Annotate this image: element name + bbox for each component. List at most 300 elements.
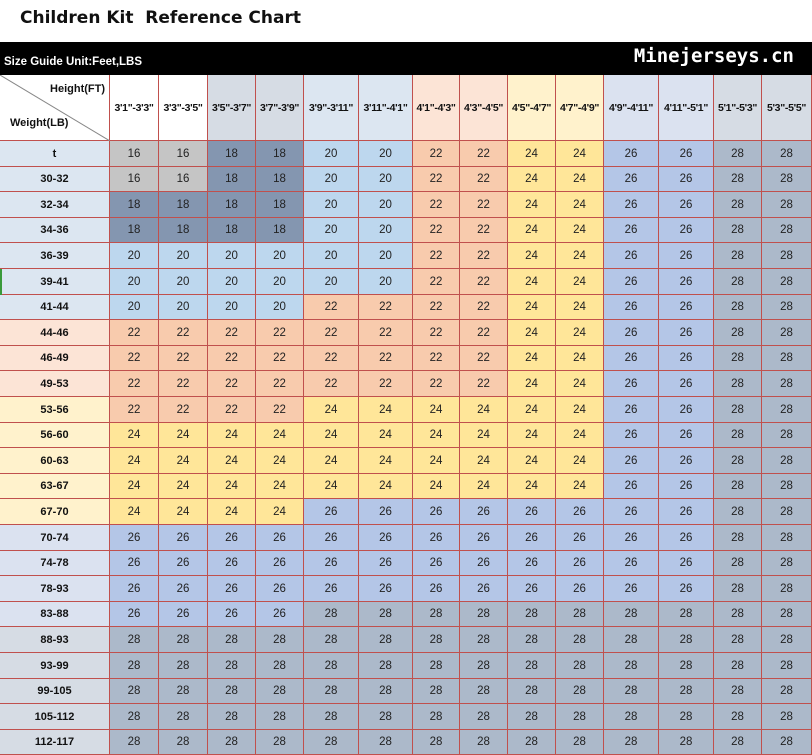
size-cell: 24 xyxy=(508,269,556,295)
size-cell: 20 xyxy=(110,269,159,295)
height-column-header: 4'3"-4'5" xyxy=(460,75,508,141)
size-cell: 24 xyxy=(256,499,304,525)
row-selection-marker xyxy=(0,269,2,295)
size-cell: 28 xyxy=(762,346,812,371)
size-cell: 20 xyxy=(359,269,413,295)
size-cell: 26 xyxy=(604,448,659,474)
size-cell: 22 xyxy=(159,397,208,423)
size-cell: 24 xyxy=(460,474,508,499)
size-cell: 28 xyxy=(256,679,304,704)
weight-row-label: 88-93 xyxy=(0,627,110,653)
size-cell: 22 xyxy=(110,397,159,423)
size-cell: 28 xyxy=(304,602,359,627)
size-cell: 28 xyxy=(604,704,659,730)
size-cell: 18 xyxy=(110,218,159,243)
size-cell: 28 xyxy=(714,397,762,423)
weight-row-label: 56-60 xyxy=(0,423,110,448)
size-cell: 22 xyxy=(159,371,208,397)
size-cell: 28 xyxy=(556,730,604,755)
size-cell: 26 xyxy=(604,243,659,269)
size-cell: 28 xyxy=(304,653,359,679)
size-cell: 26 xyxy=(159,602,208,627)
size-cell: 24 xyxy=(556,320,604,346)
size-cell: 24 xyxy=(208,499,256,525)
size-cell: 20 xyxy=(159,269,208,295)
size-cell: 28 xyxy=(714,704,762,730)
size-cell: 28 xyxy=(714,499,762,525)
size-cell: 22 xyxy=(304,346,359,371)
size-cell: 28 xyxy=(762,167,812,192)
size-cell: 28 xyxy=(714,269,762,295)
weight-row-label: 74-78 xyxy=(0,551,110,576)
size-cell: 26 xyxy=(659,397,714,423)
size-cell: 28 xyxy=(110,653,159,679)
size-cell: 28 xyxy=(508,730,556,755)
weight-row-label: 93-99 xyxy=(0,653,110,679)
size-cell: 26 xyxy=(208,602,256,627)
brand-logo-text: Minejerseys.cn xyxy=(633,45,794,67)
size-cell: 28 xyxy=(304,730,359,755)
size-cell: 24 xyxy=(208,474,256,499)
size-cell: 20 xyxy=(304,192,359,218)
size-cell: 22 xyxy=(460,167,508,192)
size-cell: 28 xyxy=(413,627,460,653)
height-column-header: 5'1"-5'3" xyxy=(714,75,762,141)
size-cell: 26 xyxy=(110,525,159,551)
size-cell: 28 xyxy=(762,243,812,269)
size-cell: 28 xyxy=(460,704,508,730)
size-cell: 28 xyxy=(110,704,159,730)
size-cell: 28 xyxy=(762,704,812,730)
size-cell: 20 xyxy=(359,141,413,167)
size-cell: 20 xyxy=(159,295,208,320)
size-cell: 28 xyxy=(256,653,304,679)
size-cell: 24 xyxy=(413,423,460,448)
size-cell: 22 xyxy=(256,397,304,423)
size-cell: 28 xyxy=(762,218,812,243)
size-cell: 26 xyxy=(413,499,460,525)
size-cell: 24 xyxy=(304,423,359,448)
size-cell: 26 xyxy=(556,499,604,525)
size-cell: 22 xyxy=(159,346,208,371)
size-cell: 24 xyxy=(159,423,208,448)
page-title: Children Kit Reference Chart xyxy=(20,8,301,28)
size-cell: 26 xyxy=(604,474,659,499)
size-cell: 26 xyxy=(256,551,304,576)
size-cell: 26 xyxy=(604,141,659,167)
size-cell: 18 xyxy=(159,192,208,218)
size-cell: 26 xyxy=(256,576,304,602)
size-cell: 24 xyxy=(556,448,604,474)
size-cell: 16 xyxy=(110,141,159,167)
height-column-header: 3'5"-3'7" xyxy=(208,75,256,141)
size-cell: 28 xyxy=(159,653,208,679)
weight-row-label: 44-46 xyxy=(0,320,110,346)
size-cell: 24 xyxy=(460,423,508,448)
size-cell: 28 xyxy=(714,192,762,218)
size-cell: 28 xyxy=(556,653,604,679)
size-cell: 26 xyxy=(208,525,256,551)
weight-row-label: 112-117 xyxy=(0,730,110,755)
size-cell: 20 xyxy=(359,243,413,269)
weight-row-label: 34-36 xyxy=(0,218,110,243)
size-cell: 24 xyxy=(508,448,556,474)
size-cell: 22 xyxy=(413,269,460,295)
size-cell: 28 xyxy=(762,525,812,551)
size-cell: 28 xyxy=(762,192,812,218)
size-cell: 28 xyxy=(659,653,714,679)
size-cell: 28 xyxy=(714,551,762,576)
size-cell: 18 xyxy=(208,218,256,243)
size-cell: 24 xyxy=(256,423,304,448)
size-cell: 26 xyxy=(659,218,714,243)
size-cell: 24 xyxy=(208,448,256,474)
size-cell: 22 xyxy=(413,141,460,167)
size-cell: 26 xyxy=(659,243,714,269)
size-cell: 24 xyxy=(508,320,556,346)
size-cell: 24 xyxy=(556,218,604,243)
size-cell: 28 xyxy=(762,295,812,320)
size-cell: 28 xyxy=(159,730,208,755)
size-cell: 26 xyxy=(659,141,714,167)
size-cell: 28 xyxy=(110,627,159,653)
size-cell: 28 xyxy=(762,576,812,602)
size-cell: 22 xyxy=(413,243,460,269)
size-cell: 28 xyxy=(714,474,762,499)
size-cell: 28 xyxy=(159,704,208,730)
size-cell: 28 xyxy=(714,730,762,755)
size-cell: 20 xyxy=(110,243,159,269)
size-cell: 28 xyxy=(714,346,762,371)
size-cell: 28 xyxy=(460,730,508,755)
size-cell: 24 xyxy=(159,448,208,474)
size-cell: 28 xyxy=(762,627,812,653)
size-cell: 26 xyxy=(604,576,659,602)
height-column-header: 3'9"-3'11" xyxy=(304,75,359,141)
height-column-header: 3'11"-4'1" xyxy=(359,75,413,141)
size-cell: 28 xyxy=(762,397,812,423)
size-cell: 28 xyxy=(359,653,413,679)
size-cell: 22 xyxy=(159,320,208,346)
size-cell: 28 xyxy=(159,627,208,653)
size-cell: 22 xyxy=(208,371,256,397)
size-cell: 28 xyxy=(659,704,714,730)
size-cell: 28 xyxy=(659,627,714,653)
size-cell: 20 xyxy=(159,243,208,269)
size-cell: 28 xyxy=(604,627,659,653)
size-cell: 28 xyxy=(762,653,812,679)
size-cell: 26 xyxy=(460,576,508,602)
size-cell: 26 xyxy=(659,499,714,525)
size-cell: 16 xyxy=(110,167,159,192)
weight-row-label: 39-41 xyxy=(0,269,110,295)
size-cell: 26 xyxy=(304,576,359,602)
size-cell: 26 xyxy=(659,448,714,474)
size-cell: 28 xyxy=(208,653,256,679)
size-cell: 28 xyxy=(304,627,359,653)
size-cell: 22 xyxy=(460,346,508,371)
size-cell: 22 xyxy=(359,371,413,397)
size-cell: 28 xyxy=(762,679,812,704)
size-cell: 28 xyxy=(714,141,762,167)
size-cell: 26 xyxy=(659,269,714,295)
size-cell: 22 xyxy=(460,218,508,243)
size-cell: 28 xyxy=(762,371,812,397)
size-cell: 24 xyxy=(508,397,556,423)
size-cell: 20 xyxy=(208,269,256,295)
weight-row-label: 41-44 xyxy=(0,295,110,320)
size-cell: 28 xyxy=(659,602,714,627)
size-cell: 24 xyxy=(556,192,604,218)
size-cell: 16 xyxy=(159,141,208,167)
size-cell: 24 xyxy=(508,474,556,499)
weight-row-label: 46-49 xyxy=(0,346,110,371)
size-cell: 28 xyxy=(359,602,413,627)
weight-row-label: 60-63 xyxy=(0,448,110,474)
size-cell: 28 xyxy=(413,704,460,730)
size-cell: 18 xyxy=(110,192,159,218)
size-cell: 28 xyxy=(714,371,762,397)
size-cell: 22 xyxy=(110,320,159,346)
size-cell: 22 xyxy=(413,192,460,218)
size-cell: 24 xyxy=(256,474,304,499)
size-cell: 20 xyxy=(256,243,304,269)
size-cell: 26 xyxy=(508,499,556,525)
size-cell: 26 xyxy=(604,499,659,525)
size-cell: 26 xyxy=(604,346,659,371)
size-cell: 28 xyxy=(359,704,413,730)
size-cell: 26 xyxy=(604,551,659,576)
size-cell: 20 xyxy=(304,218,359,243)
size-cell: 26 xyxy=(208,551,256,576)
size-cell: 16 xyxy=(159,167,208,192)
height-column-header: 4'7"-4'9" xyxy=(556,75,604,141)
size-cell: 26 xyxy=(604,167,659,192)
size-cell: 28 xyxy=(714,602,762,627)
size-cell: 22 xyxy=(256,371,304,397)
size-cell: 22 xyxy=(359,295,413,320)
size-cell: 26 xyxy=(604,192,659,218)
size-cell: 24 xyxy=(508,243,556,269)
size-cell: 18 xyxy=(256,218,304,243)
size-cell: 28 xyxy=(256,627,304,653)
size-cell: 24 xyxy=(556,423,604,448)
size-cell: 28 xyxy=(460,679,508,704)
size-cell: 26 xyxy=(604,295,659,320)
size-cell: 20 xyxy=(208,295,256,320)
size-cell: 26 xyxy=(159,576,208,602)
size-cell: 28 xyxy=(762,448,812,474)
size-cell: 28 xyxy=(413,679,460,704)
size-cell: 22 xyxy=(110,371,159,397)
size-cell: 26 xyxy=(604,371,659,397)
weight-row-label: t xyxy=(0,141,110,167)
height-column-header: 4'5"-4'7" xyxy=(508,75,556,141)
size-cell: 28 xyxy=(304,679,359,704)
size-cell: 24 xyxy=(556,243,604,269)
size-cell: 24 xyxy=(508,218,556,243)
size-cell: 28 xyxy=(413,653,460,679)
size-cell: 24 xyxy=(556,346,604,371)
size-cell: 28 xyxy=(256,730,304,755)
size-cell: 22 xyxy=(359,320,413,346)
size-cell: 20 xyxy=(304,243,359,269)
size-cell: 22 xyxy=(304,295,359,320)
size-cell: 26 xyxy=(604,269,659,295)
size-cell: 26 xyxy=(659,295,714,320)
size-cell: 24 xyxy=(460,397,508,423)
weight-row-label: 63-67 xyxy=(0,474,110,499)
size-cell: 28 xyxy=(762,602,812,627)
height-column-header: 3'1"-3'3" xyxy=(110,75,159,141)
size-cell: 28 xyxy=(762,474,812,499)
size-cell: 28 xyxy=(714,576,762,602)
size-cell: 26 xyxy=(604,397,659,423)
size-cell: 28 xyxy=(359,627,413,653)
size-cell: 28 xyxy=(208,679,256,704)
size-cell: 20 xyxy=(359,218,413,243)
size-cell: 24 xyxy=(110,423,159,448)
size-cell: 26 xyxy=(110,602,159,627)
size-cell: 26 xyxy=(110,576,159,602)
size-cell: 28 xyxy=(556,602,604,627)
height-column-header: 3'7"-3'9" xyxy=(256,75,304,141)
weight-row-label: 78-93 xyxy=(0,576,110,602)
size-cell: 28 xyxy=(159,679,208,704)
size-cell: 24 xyxy=(110,448,159,474)
height-column-header: 3'3"-3'5" xyxy=(159,75,208,141)
size-cell: 22 xyxy=(460,192,508,218)
size-cell: 28 xyxy=(762,269,812,295)
size-cell: 26 xyxy=(359,525,413,551)
size-cell: 28 xyxy=(508,627,556,653)
table-corner xyxy=(0,75,110,141)
size-cell: 28 xyxy=(762,499,812,525)
weight-row-label: 30-32 xyxy=(0,167,110,192)
size-cell: 26 xyxy=(413,525,460,551)
size-cell: 24 xyxy=(159,474,208,499)
size-cell: 28 xyxy=(110,679,159,704)
weight-row-label: 99-105 xyxy=(0,679,110,704)
size-cell: 24 xyxy=(359,448,413,474)
size-cell: 26 xyxy=(604,218,659,243)
size-cell: 22 xyxy=(208,320,256,346)
size-cell: 26 xyxy=(659,371,714,397)
size-cell: 28 xyxy=(413,730,460,755)
size-cell: 26 xyxy=(413,576,460,602)
size-cell: 26 xyxy=(659,474,714,499)
size-cell: 26 xyxy=(359,576,413,602)
size-cell: 26 xyxy=(659,167,714,192)
size-cell: 26 xyxy=(556,576,604,602)
size-cell: 24 xyxy=(508,346,556,371)
size-cell: 26 xyxy=(508,576,556,602)
size-cell: 24 xyxy=(359,423,413,448)
size-cell: 24 xyxy=(556,269,604,295)
size-cell: 22 xyxy=(460,320,508,346)
size-cell: 24 xyxy=(556,474,604,499)
size-cell: 22 xyxy=(460,295,508,320)
size-cell: 28 xyxy=(110,730,159,755)
size-cell: 28 xyxy=(359,730,413,755)
size-cell: 28 xyxy=(714,627,762,653)
size-cell: 22 xyxy=(460,371,508,397)
size-cell: 28 xyxy=(208,730,256,755)
weight-row-label: 83-88 xyxy=(0,602,110,627)
size-cell: 20 xyxy=(304,167,359,192)
size-cell: 28 xyxy=(508,602,556,627)
size-cell: 24 xyxy=(413,397,460,423)
weight-row-label: 105-112 xyxy=(0,704,110,730)
size-cell: 28 xyxy=(208,704,256,730)
size-cell: 26 xyxy=(208,576,256,602)
size-cell: 22 xyxy=(256,346,304,371)
weight-row-label: 70-74 xyxy=(0,525,110,551)
size-cell: 28 xyxy=(460,653,508,679)
size-cell: 26 xyxy=(304,525,359,551)
size-cell: 28 xyxy=(508,704,556,730)
size-cell: 24 xyxy=(556,397,604,423)
size-cell: 28 xyxy=(460,602,508,627)
size-cell: 24 xyxy=(508,192,556,218)
size-cell: 26 xyxy=(659,525,714,551)
size-cell: 28 xyxy=(604,679,659,704)
size-cell: 26 xyxy=(110,551,159,576)
size-cell: 28 xyxy=(604,653,659,679)
size-cell: 26 xyxy=(256,525,304,551)
size-cell: 28 xyxy=(714,295,762,320)
size-cell: 22 xyxy=(110,346,159,371)
size-cell: 26 xyxy=(604,525,659,551)
size-cell: 26 xyxy=(604,320,659,346)
size-cell: 28 xyxy=(556,627,604,653)
size-cell: 20 xyxy=(256,269,304,295)
size-cell: 24 xyxy=(508,295,556,320)
size-cell: 24 xyxy=(413,448,460,474)
size-cell: 28 xyxy=(604,730,659,755)
size-cell: 22 xyxy=(413,346,460,371)
header-bar xyxy=(0,42,812,75)
size-cell: 26 xyxy=(304,551,359,576)
weight-row-label: 49-53 xyxy=(0,371,110,397)
size-cell: 26 xyxy=(159,525,208,551)
size-cell: 20 xyxy=(208,243,256,269)
size-cell: 28 xyxy=(714,525,762,551)
size-cell: 24 xyxy=(556,371,604,397)
size-cell: 26 xyxy=(304,499,359,525)
size-cell: 26 xyxy=(556,551,604,576)
size-cell: 26 xyxy=(359,499,413,525)
weight-row-label: 67-70 xyxy=(0,499,110,525)
size-cell: 26 xyxy=(460,499,508,525)
size-cell: 24 xyxy=(508,371,556,397)
height-column-header: 4'1"-4'3" xyxy=(413,75,460,141)
weight-axis-label: Weight(LB) xyxy=(10,117,69,129)
size-cell: 20 xyxy=(304,141,359,167)
size-cell: 20 xyxy=(110,295,159,320)
size-cell: 28 xyxy=(762,730,812,755)
size-cell: 22 xyxy=(256,320,304,346)
size-cell: 24 xyxy=(256,448,304,474)
size-cell: 24 xyxy=(508,423,556,448)
size-cell: 26 xyxy=(508,551,556,576)
size-cell: 22 xyxy=(413,167,460,192)
size-cell: 24 xyxy=(304,448,359,474)
size-cell: 26 xyxy=(659,423,714,448)
size-cell: 28 xyxy=(762,320,812,346)
size-cell: 28 xyxy=(659,730,714,755)
size-cell: 24 xyxy=(508,141,556,167)
